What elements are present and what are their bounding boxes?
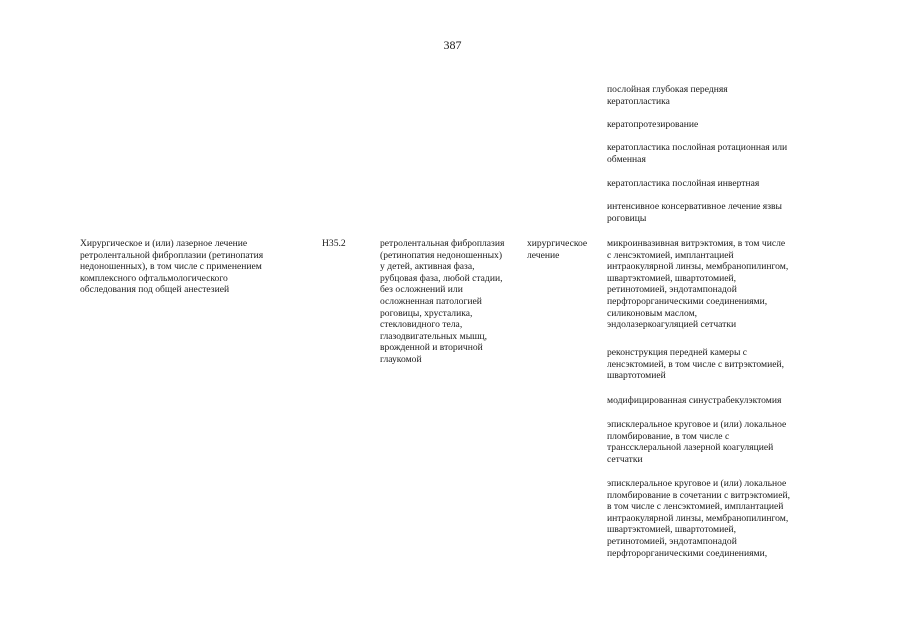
text-line: врожденной и вторичной xyxy=(380,342,483,354)
patient-model xyxy=(380,238,520,366)
text-line: перфторорганическими соединениями, xyxy=(607,295,768,307)
text-line: эписклеральное круговое и (или) локальное xyxy=(607,478,787,489)
text-line: пломбирование, в том числе с xyxy=(607,430,730,442)
text-line: Хирургическое и (или) лазерное лечение xyxy=(80,238,248,249)
method-block xyxy=(607,119,819,131)
text-line: в том числе с ленсэктомией, имплантацией xyxy=(607,501,784,513)
method-block xyxy=(607,347,819,382)
text-line: ретролентальная фиброплазия xyxy=(380,238,505,249)
text-line: швартэктомией, швартотомией, xyxy=(607,524,737,536)
text-line: ретинотомией, эндотампонадой xyxy=(607,535,737,547)
text-line: у детей, активная фаза, xyxy=(380,261,475,273)
method-block xyxy=(607,478,819,559)
text-line: недоношенных), в том числе с применением xyxy=(80,261,262,273)
text-line: стекловидного тела, xyxy=(380,319,463,331)
text-line: комплексного офтальмологического xyxy=(80,272,228,284)
method-block xyxy=(607,84,819,107)
treatment-name xyxy=(80,238,305,296)
text-line: обследования под общей анестезией xyxy=(80,284,230,296)
text-line: ленсэктомией, в том числе с витрэктомией, xyxy=(607,358,785,370)
diagnosis-code xyxy=(322,238,372,250)
text-line: роговицы xyxy=(607,212,647,224)
text-line: ретролентальной фиброплазии (ретинопатия xyxy=(80,249,264,261)
text-line: интраокулярной линзы, мембранопилингом, xyxy=(607,261,789,273)
text-line: с ленсэктомией, имплантацией xyxy=(607,249,734,261)
text-line: глаукомой xyxy=(380,353,422,365)
text-line: лечение xyxy=(527,249,560,261)
text-line: перфторорганическими соединениями, xyxy=(607,547,768,559)
text-line: кератопластика xyxy=(607,95,670,107)
text-line: пломбирование в сочетании с витрэктомией, xyxy=(607,489,790,501)
text-line: ретинотомией, эндотампонадой xyxy=(607,284,737,296)
method-block xyxy=(607,419,819,465)
text-line: силиконовым маслом, xyxy=(607,307,698,319)
text-line: роговицы, хрусталика, xyxy=(380,307,473,319)
text-line: сетчатки xyxy=(607,453,643,465)
text-line: хирургическое xyxy=(527,238,588,249)
method-block xyxy=(607,201,819,224)
treatment-type xyxy=(527,238,602,261)
text-line: микроинвазивная витрэктомия, в том числе xyxy=(607,238,786,249)
text-line: интраокулярной линзы, мембранопилингом, xyxy=(607,512,789,524)
method-block xyxy=(607,395,819,407)
text-line: без осложнений или xyxy=(380,284,463,296)
page-number: 387 xyxy=(443,38,462,52)
text-line: (ретинопатия недоношенных) xyxy=(380,249,503,261)
method-block xyxy=(607,238,819,331)
text-line: послойная глубокая передняя xyxy=(607,84,728,95)
text-line: швартотомией xyxy=(607,370,666,382)
method-block xyxy=(607,142,819,165)
text-line: рубцовая фаза, любой стадии, xyxy=(380,272,503,284)
text-line: модифицированная синустрабекулэктомия xyxy=(607,395,782,406)
text-line: эписклеральное круговое и (или) локальное xyxy=(607,419,787,430)
text-line: кератопластика послойная инвертная xyxy=(607,178,760,189)
method-block xyxy=(607,178,819,190)
text-line: кератопротезирование xyxy=(607,119,699,130)
text-line: H35.2 xyxy=(322,238,346,249)
text-line: интенсивное консервативное лечение язвы xyxy=(607,201,782,212)
text-line: транссклеральной лазерной коагуляцией xyxy=(607,442,774,454)
text-line: осложненная патологией xyxy=(380,295,482,307)
text-line: глазодвигательных мышц, xyxy=(380,330,488,342)
text-line: эндолазеркоагуляцией сетчатки xyxy=(607,319,737,331)
text-line: реконструкция передней камеры с xyxy=(607,347,748,358)
text-line: обменная xyxy=(607,153,646,165)
text-line: кератопластика послойная ротационная или xyxy=(607,142,788,153)
text-line: швартэктомией, швартотомией, xyxy=(607,272,737,284)
